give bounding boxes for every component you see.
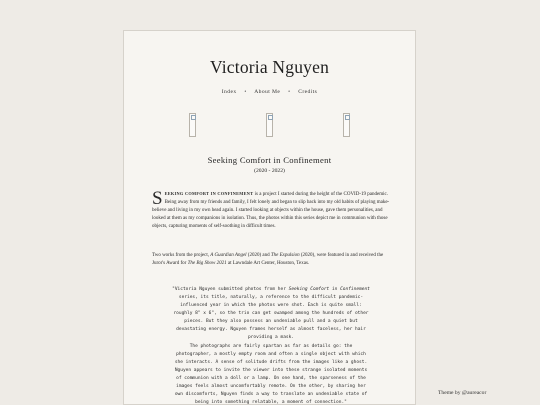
- site-title[interactable]: Victoria Nguyen: [209, 57, 330, 77]
- broken-image-thumbnail-3[interactable]: [343, 113, 350, 137]
- work-title: The Expulsion: [270, 253, 300, 258]
- review-quote-paragraph-2: The photographs are fairly spartan as far as details go: the photographer, a mostly empty room and often a single object with which she interacts. A sense of solitude drifts from the images like a ghost. Nguyen appears to invite the viewer into these strange isolated moments of communion with a doll or a lamp. On one hand, the sparseness of the images feels almost uncomfortably remote. On the other, by sharing her own discomforts, Nguyen finds a way to translate an undeniable state of being into something relatable, a moment of connection.": [174, 344, 368, 405]
- nav-separator: •: [288, 89, 291, 95]
- intro-text: is a project I started during the height of the COVID-19 pandemic. Being away from my friends and family, I felt lonely and began to slip back into my old habits of playing make-believe and living in my own head again. I started looking at objects within the house, gave them personalities, and looked at them as my companions in isolation. Thus, the photos within this series depict me in communion with those objects, capturing moments of self-soothing in difficult times.: [152, 192, 390, 229]
- intro-smallcaps: EEKING COMFORT IN CONFINEMENT: [164, 191, 254, 196]
- series-title: Seeking Comfort in Confinement: [207, 155, 332, 165]
- quote-text: series, its title, naturally, a reference to the difficult pandemic-influenced year in which the photos were shot. Each is quite small: roughly 8" x 6", so the trio can get swamped among the hundreds of other pieces. But they also possess an undeniable pull and a quiet but devastating energy. Nguyen frames herself as almost faceless, her hair providing a mask.: [173, 295, 369, 340]
- show-title: The Big Show 2021: [187, 261, 227, 266]
- main-nav: [124, 89, 415, 95]
- quote-series-title: Seeking Comfort in Confinement: [288, 287, 370, 292]
- broken-image-thumbnail-2[interactable]: [266, 113, 273, 137]
- nav-separator: •: [244, 89, 247, 95]
- page-container: [123, 30, 416, 405]
- awards-text: Two works from the project,: [152, 253, 211, 258]
- work-title: A Guardian Angel: [210, 253, 247, 258]
- series-years: (2020 - 2022): [254, 168, 285, 174]
- broken-image-thumbnail-1[interactable]: [189, 113, 196, 137]
- nav-item-index[interactable]: Index: [221, 89, 237, 95]
- drop-cap: S: [152, 188, 163, 209]
- quote-text: "Victoria Nguyen submitted photos from her: [172, 287, 289, 292]
- awards-paragraph: [152, 252, 390, 268]
- intro-paragraph: [152, 190, 390, 231]
- awards-text: (2020) and: [246, 253, 271, 258]
- awards-text: at Lawndale Art Center, Houston, Texas.: [226, 261, 310, 266]
- nav-item-credits[interactable]: Credits: [298, 89, 318, 95]
- review-quote-paragraph-1: [172, 286, 370, 342]
- awards-text: (2020), were featured in and received the Juror's Award for: [152, 253, 384, 266]
- nav-item-about-me[interactable]: About Me: [254, 89, 281, 95]
- theme-credit-link[interactable]: Theme by @aureacor: [438, 390, 487, 396]
